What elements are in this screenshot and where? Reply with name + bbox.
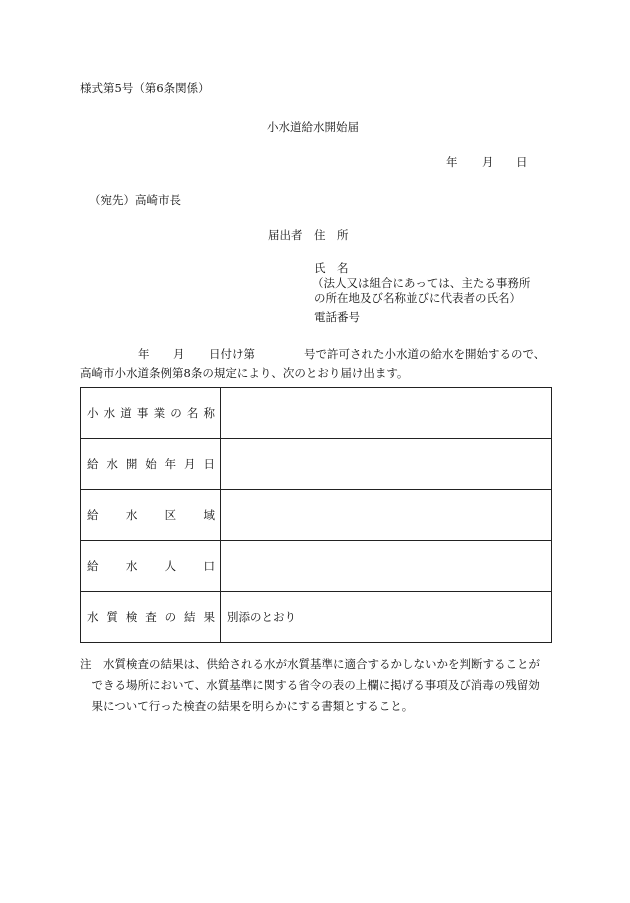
label-char: 給	[87, 508, 99, 522]
row-label	[81, 507, 220, 523]
table-row	[81, 388, 552, 439]
row-label	[81, 405, 220, 421]
ordinance-statement: 高崎市小水道条例第8条の規定により、次のとおり届け出ます。	[80, 366, 409, 380]
application-table	[80, 387, 552, 643]
label-char: の	[170, 406, 182, 420]
row-label-cell	[81, 541, 221, 592]
permit-month-label: 月	[173, 347, 185, 361]
label-char: 小	[87, 406, 99, 420]
permit-day-label: 日付け第	[209, 347, 255, 361]
label-char: 水	[125, 559, 138, 573]
label-char: 始	[145, 457, 157, 471]
label-char: 業	[153, 406, 166, 420]
addressee: （宛先）高崎市長	[89, 193, 181, 207]
start-date-field[interactable]	[221, 439, 552, 490]
footnote	[80, 654, 560, 717]
label-char: 水	[125, 508, 138, 522]
label-char: 開	[125, 457, 138, 471]
row-label-cell	[81, 388, 221, 439]
label-char: 質	[106, 610, 118, 624]
date-year-label: 年	[446, 155, 458, 169]
table-row	[81, 541, 552, 592]
row-label	[81, 609, 220, 625]
row-label	[81, 558, 220, 574]
form-number: 様式第5号（第6条関係）	[80, 81, 210, 95]
footnote-line-2: できる場所において、水質基準に関する省令の表の上欄に掲げる事項及び消毒の残留効	[80, 678, 540, 692]
date-month-label: 月	[482, 155, 494, 169]
table-row	[81, 490, 552, 541]
supply-area-field[interactable]	[221, 490, 552, 541]
label-char: 名	[186, 406, 199, 420]
label-char: の	[164, 610, 177, 624]
label-char: 水	[103, 406, 116, 420]
footnote-line-1: 注 水質検査の結果は、供給される水が水質基準に適合するかしないかを判断することが	[80, 657, 540, 671]
date-day-label: 日	[516, 155, 528, 169]
row-label-cell	[81, 490, 221, 541]
name-label: 氏 名	[314, 261, 349, 275]
label-char: 水	[106, 457, 118, 471]
label-char: 区	[164, 508, 177, 522]
row-value: 別添のとおり	[227, 610, 296, 624]
water-quality-result-field[interactable]	[221, 592, 552, 643]
business-name-field[interactable]	[221, 388, 552, 439]
supply-population-field[interactable]	[221, 541, 552, 592]
label-char: 検	[125, 610, 138, 624]
label-char: 人	[164, 559, 177, 573]
permit-statement: 号で許可された小水道の給水を開始するので、	[304, 347, 546, 361]
table-row	[81, 439, 552, 490]
row-label	[81, 456, 220, 472]
label-char: 結	[184, 610, 196, 624]
footnote-line-3: 果について行った検査の結果を明らかにする書類とすること。	[80, 699, 414, 713]
label-char: 給	[87, 559, 99, 573]
label-char: 給	[87, 457, 99, 471]
label-char: 月	[184, 457, 196, 471]
phone-label: 電話番号	[314, 310, 360, 324]
label-char: 日	[203, 457, 215, 471]
row-label-cell	[81, 592, 221, 643]
corporate-note-line-1: （法人又は組合にあっては、主たる事務所	[312, 276, 531, 290]
label-char: 年	[164, 457, 177, 471]
label-char: 口	[203, 559, 215, 573]
corporate-note-line-2: の所在地及び名称並びに代表者の氏名）	[314, 291, 521, 305]
label-char: 査	[145, 610, 157, 624]
table-row	[81, 592, 552, 643]
label-char: 事	[136, 406, 149, 420]
applicant-label: 届出者	[268, 228, 303, 242]
document-title: 小水道給水開始届	[267, 120, 359, 134]
permit-year-label: 年	[138, 347, 150, 361]
label-char: 称	[203, 406, 215, 420]
label-char: 水	[87, 610, 99, 624]
label-char: 道	[120, 406, 132, 420]
label-char: 果	[203, 610, 215, 624]
address-label: 住 所	[314, 228, 349, 242]
row-label-cell	[81, 439, 221, 490]
label-char: 域	[203, 508, 215, 522]
